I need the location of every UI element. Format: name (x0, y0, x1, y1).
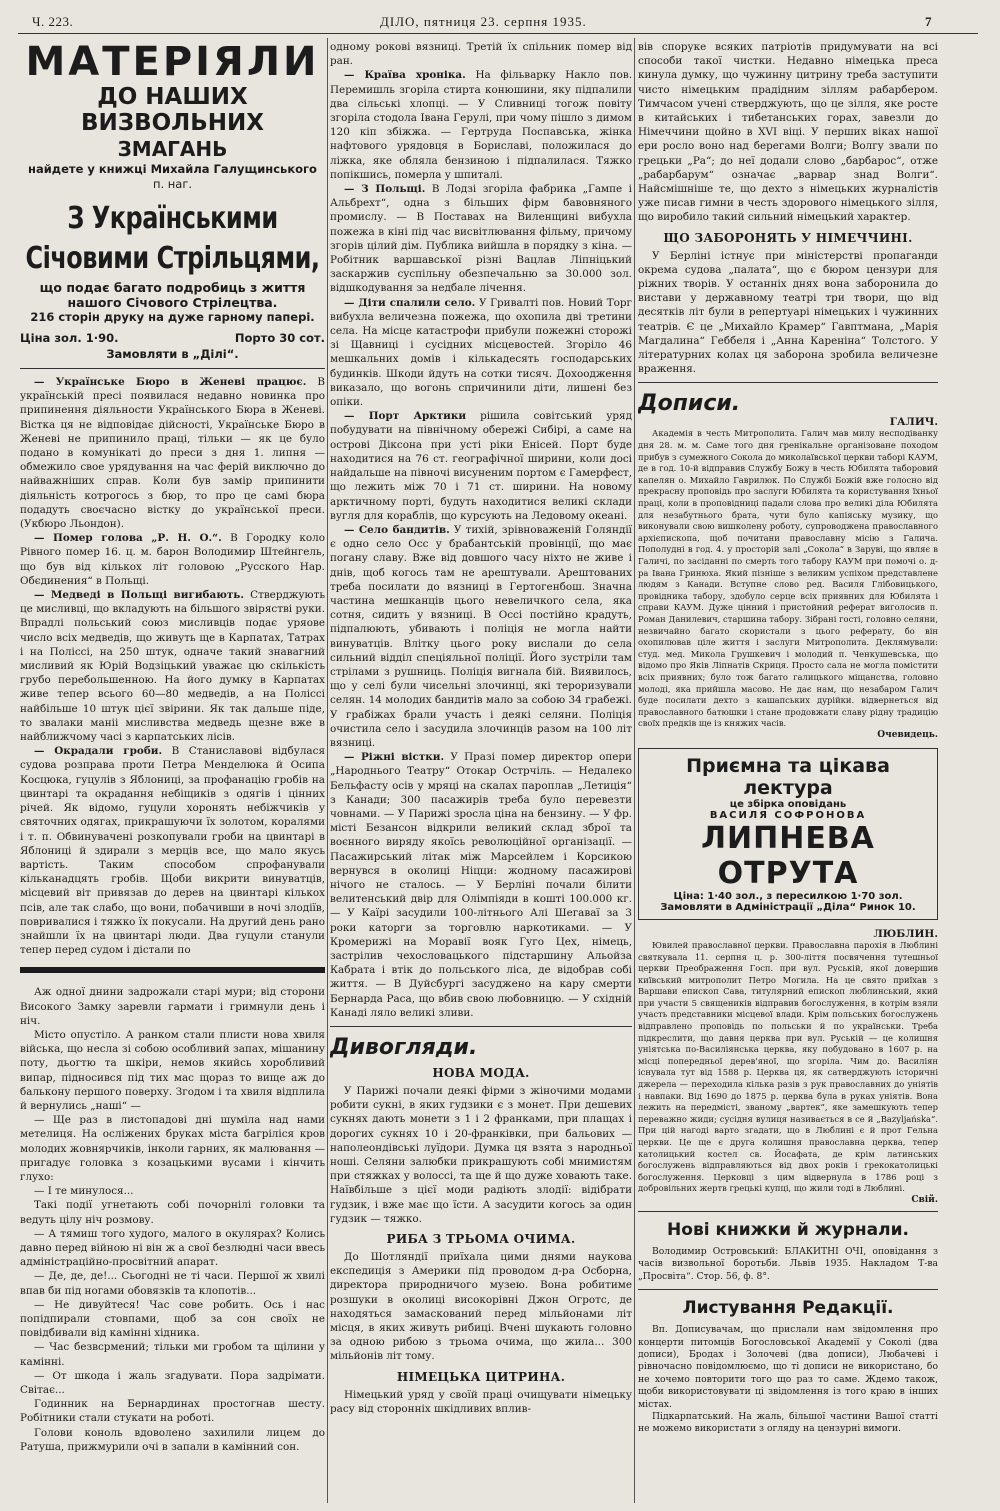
masthead-date: ДІЛО, пятниця 23. серпня 1935. (380, 14, 587, 29)
news-item: — Ріжні вістки. У Празі помер директор опери „Народнього Театру“ Отокар Острчіль. — Недалеко Бельфасту осів у мряці на скалах пароплав „Летиція“ з Канади; 300 пасажирів треба було перевезти човнами. — У Парижі зросла ціна на бензину. — У фр. місті Безансон відкрили великий склад зброї та воєнного виряду якоїсь революційної організації. — Пасажирський літак між Марсейлем і Корсикою вернувся в околиці Ніцци: жодному пасажирові нічого не сталось. — У Берліні почали білити велитенський двір для Олімпіяди в кошті 100.000 кг. — У Каїрі засудили 100-літнього Алі Шегаваї за 3 роки каторги за торговлю наркотиками. — У Кромерижі на Моравії вояк Гуго Цех, німець, застрілив чехословацького підстаршину Альойза Кабрата і втік до польського ліса, де відобрав собі життя. — В Дуйсбургі засуджено на кару смерти Бернарда Раса, що вбив свою любовницю. — У східній Канаді ляло великі зливи. (330, 751, 632, 1019)
ad-description: що подає багато подробиць з життя нашого Січового Стрілецтва. (39, 280, 306, 310)
article-text: До Шотляндії приїхала цими днями наукова експедиція з Америки під проводом д-ра Осборна, директора природничого музею. Вона робитиме розшуки в околиці високорівні Джон Огротс, де находяться замаскований перед мільйонами літ місця, в яких живуть рибиці. Вчені шукають головно за одною рибою з трьома очима, що жила... 300 мільйонів літ тому. (330, 1251, 632, 1363)
ad-postage: Порто 30 сот. (234, 331, 325, 345)
story-paragraph: — Де, де, де!... Сьогодні не ті часи. Першої ж хвилі впав би під ногами обовязків та клопотів... (20, 1270, 325, 1297)
news-item: — Країва хроніка. На фільварку Накло пов. Перемишль згоріла стирта конюшини, яку підпалили два сільські хлопці. — У Сливниці тогож повіту згоріла стодола Івана Герулі, при чому пішло з димом 120 кіп збіжжа. — Гертруда Поспавська, жінка нафтового урядовця в Бориславі, положилася до ліжка, яке обляла бензиною і підпалилася. Тяжко попікшись, померла у шпиталі. (330, 69, 632, 181)
section-title-curiosities: Дивогляди. (330, 1035, 478, 1061)
news-item: — Діти спалили село. У Гривалті пов. Новий Торг вибухла величезна пожежа, що охопила дві третини села. На місце катастрофи прибули пожежні сторожі зі Щавниці і сусідних місцевостей. Згоріло 46 мешкальних домів і кількадесять господарських будинків. Шкоди йдуть на сотки тисяч. Дохоодження виказало, що вогонь спричинили діти, лишені без опіки. (330, 296, 632, 409)
subheading: НІМЕЦЬКА ЦИТРИНА. (396, 1369, 566, 1384)
ad2-book-title: ЛИПНЕВА ОТРУТА (701, 820, 875, 891)
ad-headline: МАТЕРІЯЛИ (25, 40, 320, 85)
news-block (20, 375, 325, 957)
dateline: ГАЛИЧ. (889, 416, 938, 429)
story-paragraph: Такі події угнетають собі почорнілі головки та ведуть цілу ніч розмову. (20, 1199, 325, 1226)
header-rule (18, 33, 978, 34)
section-title-correspondence: Дописи. (638, 391, 741, 417)
continued-text: одному рокові вязниці. Третій їх спільник помер від ран. (330, 41, 632, 68)
story-paragraph: — Не дивуйтеся! Час сове робить. Ось і нас попідпирали стовпами, щоб за сон своїх не повідбивали від камінні хідника. (20, 1298, 325, 1340)
divider (638, 1289, 938, 1290)
article-text: Вп. Дописувачам, що прислали нам звідомлення про концерти питомців Богословської Академії у Соколі (два дописи), Бродах і Золочеві (два дописи), Любачеві і рівночасно повідомлюємо, що ті дописи не використано, бо не хочемо повторити того що раз то саме. Ждемо також, щоби використовувати ці звідомлення із того краю в інших містах. (638, 1324, 938, 1410)
article-text: Володимир Островський: БЛАКИТНІ ОЧІ, оповідання з часів визвольної боротьби. Львів 1935. Накладом Т-ва „Просвіта“. Стор. 56, ф. 8°. (638, 1245, 938, 1282)
signature: Свій. (911, 1194, 938, 1205)
divider (20, 368, 325, 369)
story-paragraph: — От шкода і жаль згадувати. Пора задрімати. Світає... (20, 1369, 325, 1397)
news-item: — З Польщі. В Лодзі згоріла фабрика „Гампе і Альбрехт“, одна з більших фірм бавовняного промислу. — В Поставах на Виленщині вибухла пожежа в кіні під час висвітлювання фільму, причому згорів цілий дім. Публика вийшла в порядку з кіна. — Робітник варшавської різні Вацлав Ліпніцький заскаржив суспільну обезпечальню за 30.000 зол. відшкодування за недбале лічення. (330, 183, 632, 295)
dateline: ЛЮБЛИН. (873, 927, 938, 940)
subheading: НОВА МОДА. (432, 1066, 530, 1081)
ad2-subline: це збірка оповідань (729, 798, 847, 810)
divider (638, 382, 938, 383)
continued-text: вів споруке всяких патріотів придумувати на всі способи такої чистки. Недавно німецька преса кинула думку, що чужинну цитрину треба заступити чисто німецьким прадідним зіллям рабарбером. Тимчасом учені стверджують, що це зілля, яке росте в китайських і тибетанських горах, завезли до Німеччини щойно в XVI віці. У перших віках нашої ери росло воно над берегами Волги; Волгу звали по грецьки „Ра“; до неї додали слово „барбарос“, отже „рабарбарум“ означає „варвар знад Волги“. Найсмішніше те, що дехто з німецьких журналістів уже писав гимни в честь здорового німецького зілля, що виробило такий сильний німецький характер. (638, 41, 938, 224)
ad2-headline: Приємна та цікава лектура (686, 754, 890, 799)
article-text: Ювилей православної церкви. Православна парохія в Люблині святкувала 11. серпня ц. р. 300-ліття посвячення тутешньої церкви Преображення Госп. при вул. Руській, якої довершив київський митрополит Петро Могила. На це свято приїхав з Варшави епископ Сава, титулярний епископ люблинський, який при участи 5 священиків відправив богослуження, в котрім взяли участь представники місцевої влади. Крім польських богослужень відправлено проповідь по польськи й по українськи. Треба підкреслити, що давня церква при вул. Руській — це колишня уніятська по-Василіянська церква, яку побудовано в 1607 р. на місці попередньої дерев'яної, що згоріла. Чим до. Василіян існувала тут від 1588 р. Церква ця, як сатверджують історичні джерела — переходила кілька разів з рук православних до уніятів і навпаки. Від 1690 до 1875 р. церква була в руках уніятів. Вона лежить на передмісті, званому „вартек“, яке замешкують тепер переважно жиди; сусідня вулиця називається в се й „Bazyljańska“. При цій нагоді варто згадати, що в Люблині є й прот Гельна церкви. Це ще є друга колишня православна церква, тепер католицький костел св. Йосафата, де крім латинських богослужень відправляються від двох років і грекокатолицькі богослуження. Церковці з цим відвернула в 1786 році з добровільних жертв грецькі купці, що жили тоді в Люблині. (638, 939, 938, 1194)
ad2-author: ВАСИЛЯ СОФРОНОВА (709, 809, 867, 821)
ad2-price: Ціна: 1·40 зол., з пересилкою 1·70 зол. (673, 890, 903, 902)
feuilleton (20, 985, 325, 1454)
story-paragraph: — І те минулося... (34, 1185, 134, 1198)
news-block (330, 40, 632, 1020)
subheading: РИБА З ТРЬОМА ОЧИМА. (386, 1232, 576, 1247)
book-advertisement-2 (638, 748, 938, 920)
column-3 (638, 40, 938, 1502)
article-text: У Парижі почали деякі фірми з жіночими модами робити сукні, в яких гудзики є з монет. При дешевих сукнях дають монети з 1 і 2 франками, при плащах і дорогих сукнях 10 і 20-франківки, при бальових — наполеондівські луїдори. Думка ця взята з народньої ноші. Селяни залюбки прикрашують собі мнимистям при стяжках у волоссі, та ще й що дуже ховають таке. Наївбільше з цієї моди радіють злодії: відібрати гудзик, і вже має що їсти. А засудити когось за один гудзик — тяжко. (330, 1085, 632, 1225)
thick-divider (20, 967, 325, 973)
column-rule (327, 38, 328, 1503)
section-title-books: Нові книжки й журнали. (667, 1219, 909, 1240)
page-number: 7 (925, 14, 932, 29)
story-paragraph: — Час безвсрмений; тільки ми гробом та щілини у камінні. (20, 1341, 325, 1368)
book-advertisement (20, 40, 325, 362)
issue-number: Ч. 223. (32, 14, 74, 29)
article-text: Академія в честь Митрополита. Галич мав милу несподіванку дня 28. м. м. Саме того дня гренікальне організоване походом прибув з сумежного Сокола до миколаївської церкви таборі КАУМ, де в год. 10-й відправив Службу Божу в честь Юбилята таборовий капелян о. Михайло Гаврилюк. По Службі Божій вже голосно від прекрасну проповідь про заслуги Юбилята та користування їхньої праці, коли в проповідниці падали слова про великі діла Юбилята для незабутнього брата, чути було капіяську музику, що виконували свою вишколену роботу, супроводжена православного архієпископа, щоб почитани православну місію з Галича. Пополудні в год. 4. у просторій залі „Сокола“ в Заруві, що являє в Галичі, по засіданні по смерть того табору КАУМ при помочі о. д-ра Івана Гринюха. Який пізніше з великим успіхом представлене людям з Канади. Вступне слово ред. Василя Глібовицького, провідника табору, здобуло серце всіх приявних для Юбилята і справи КАУМ. Дуже цінний і пристойний реферат виголосив п. Роман Данилевич, старшина табору. Зібрані гості, головно селяни, незвичайно багато скористали з цього реферату, бо він охопилював ціле життя і заслуги Митрополита. Деклямували: студ. мед. Миколa Грушкевич і молодий п. Ченкушевськa, що відомо про Яків Ліпнатів Скриця. Просто сала не могла помістити всіх приявних; було тож багато галицького міщанства, головно молоді, яка прийшла масово. Не дає нам, що незабаром Галич буде посилати дехто з кашапських дурійки. відвернеться від православного батюшки і стане продовжати славу рідну традицію своїх предків ще із княжих часів. (638, 428, 938, 729)
article-text: У Берліні істнує при міністерстві пропаганди окрема судова „палата“, що є бюром цензури для ріжних творів. У останніх днях вона заборонила до вистави у державному театрі три твори, що від десятків літ були в репертуарі німецьких і чужинних театрів. Є це „Михайло Крамер“ Гавптмана, „Марія Магдалина“ Геббеля і „Анна Кареніна“ Толстого. У літературних колах ця заборона зробила величезне враження. (638, 249, 938, 376)
article-text: Німецький уряд у своїй праці очищувати німецьку расу від сторонніх шкідливих вплив- (330, 1388, 632, 1415)
column-1 (20, 40, 325, 1502)
ad-book-title: З Українськими Січовими Стрільцями, (25, 200, 320, 276)
column-rule (634, 38, 635, 1503)
ad-author-line: найдете у книжці Михайла Галущинського (28, 162, 317, 176)
ad2-order: Замовляти в Адміністрації „Діла“ Ринок 10. (660, 901, 916, 913)
news-item: — Медведі в Польщі вигибають. Стверджують це мисливці, що вкладують на більшого звірястві руки. Впрадлі польський союз мисливців подає уряове число всіх медведів, що живуть ще в Карпатах, Татрах і на Поліссі, на 250 штук, одначе такий знавагний мисливий як Юрій Водзіцький уважає цю скількість грубо перебольшенною. На його думку в Карпатах живе тепер всього 60—80 медведів, а на Поліссі найбільше 10 штук цієї звірини. Як так дальше піде, то звалаки маніі мисливства медведь щезне вже в найближчому часі з карпатських лісів. (20, 589, 325, 744)
story-paragraph: Місто опустіло. А ранком стали плисти нова хвиля війська, що несла зі собою особливий запах, мішанину поту, дьогтю та шкіри, немов якийсь хоробливий випар, підносився під тих мас щораз то вище аж до балькону першого поверху. Згодом і та хвиля відплила й вернулись „наші“ — (20, 1028, 325, 1112)
story-paragraph: Годинник на Бернардинах простогнав шесту. Робітники стали стукати на роботі. (20, 1398, 325, 1425)
signature: Очевидець. (877, 729, 938, 740)
ad-price: Ціна зол. 1·90. (20, 331, 119, 345)
ad-pages-note: 216 сторін друку на дуже гарному папері. (30, 310, 315, 324)
news-item: — Окрадали гроби. В Станиславові відбулася судова розправа проти Петра Менделюка й Осипа Косцюка, гуцулів з Яблониці, за профанацію гробів на цвинтарі та окрадання небіщиків з одягів і цінних річей. Як відомо, гуцули хоронять небіжчиків у святочних одягах, прикрашуючи їх золотом, коралями і т. п. Обвинувачені розкопували гроби на цвинтарі в Яблониці й здирали з мерців все, що мало якусь вартість. Таким способом спрофанували кільканадцять гробів. Щоби викрити винуватців, місцевий віт привязав до дерев на цвинтарі кількох псів, але так слабо, що вони, побачивши в ночі злодіїв, повривалися і тяжко їх покусали. На другий день рано знайшли їх на цвинтарі люди. Два гуцули станули тепер перед судом і дістали по (20, 745, 325, 957)
story-paragraph: — Ще раз в листопадові дні шуміла над нами метелиця. На осліжених бруках міста багріліся кров молодих жовнярчиків, інколи гарних, як малювання — пригадує головка з козацькими вусами і кінчить глухо: (20, 1114, 325, 1183)
ad-order: Замовляти в „Ділі“. (106, 347, 239, 361)
news-item: — Українське Бюро в Женеві працює. В українській пресі появилася недавно новинка про припинення діяльности Українського Бюра в Женеві. Вістка ця не відповідає дійсності, Українське Бюро в Женеві не припинило праці, тільки — як це було подано в комунікаті до преси з дня 1. липня — обмежило свое урядування на час ферій виключно до найважніших справ. Коли був замір припинити діяльність котрогось з бюр, то про це самі бюра подадуть своєчасно вістку до української преси. (Укбюро Льондон). (20, 376, 325, 531)
subheading: ЩО ЗАБОРОНЯТЬ У НІМЕЧЧИНІ. (663, 230, 913, 245)
story-paragraph: — А тямиш того худого, малого в окулярах? Колись давно перед війною ні він ж а свої безлюдні часи ввесь адміністраційно-просвітний апарат. (20, 1227, 325, 1269)
section-title-letters: Листування Редакції. (682, 1298, 894, 1319)
article-text: Підкарпатський. На жаль, більшої частини Вашої статті не можемо використати з огляду на цензурні вимоги. (638, 1411, 938, 1435)
ad-subheadline-2: ЗМАГАНЬ (117, 137, 228, 161)
story-paragraph: Голови коноль вдоволено захилили лицем до Ратуша, прижмурили очі в запали в камінний сон. (20, 1426, 325, 1453)
column-2 (330, 40, 632, 1502)
story-paragraph: Аж одної днини задрожали старі мури; від сторони Високого Замку заревли гармати і гримнули день і ніч. (20, 986, 325, 1027)
news-item: — Помер голова „Р. Н. О.“. В Городку коло Рівного помер 16. ц. м. барон Володимир Штейнгель, що був від кількох літ головою „Русского Нар. Обєдинения“ в Польщі. (20, 532, 325, 587)
divider (330, 1026, 632, 1027)
news-item: — Порт Арктики рішила совітський уряд побудувати на північному обережі Сибірі, а саме на острові Діксона при усті ріки Енісей. Порт буде находитися на 76 ст. географічної ширини, коли досі найдальше на півночі висуненим портом є Гамерфест, що лежить між 70 і 71 ст. ширини. На новому арктичному порті, будуть находитися великі склади вугля для кораблів, що курсують на Ледовому океані. (330, 410, 632, 522)
ad-title-prefix: п. наг. (152, 177, 193, 191)
divider (638, 1211, 938, 1212)
news-item: — Село бандитів. У тихій, зрівноваженій Голяндії є одно село Осс у брабантській провінції, що має погану славу. Вже від довшого часу ніхто не живе і днів, щоб когось там не арештували. Арештованих треба посилати до вязниці в Гертогенбош. Значна частина мешканців цього невеличкого села, яка сотня, сидить у вязниці. В Оссі постійно крадуть, підпалюють, убивають і поліція не могла найти винуватців. Влітку цього року вислали до села сильний відділ спеціяльної поліції. Його зустріли там стрілами з рушниць. Поліція вигнала бій. Виявилось, що у селі були чисельні злочинці, які тероризували селян. 14 молодих бандитів мало за собою 34 грабежі. У грабіжах брали участь і деякі селяни. Поліція очистила село і засудила злочинців разом на 100 літ вязниці. (330, 523, 632, 749)
ad-subheadline: ДО НАШИХ ВИЗВОЛЬНИХ (80, 84, 265, 136)
